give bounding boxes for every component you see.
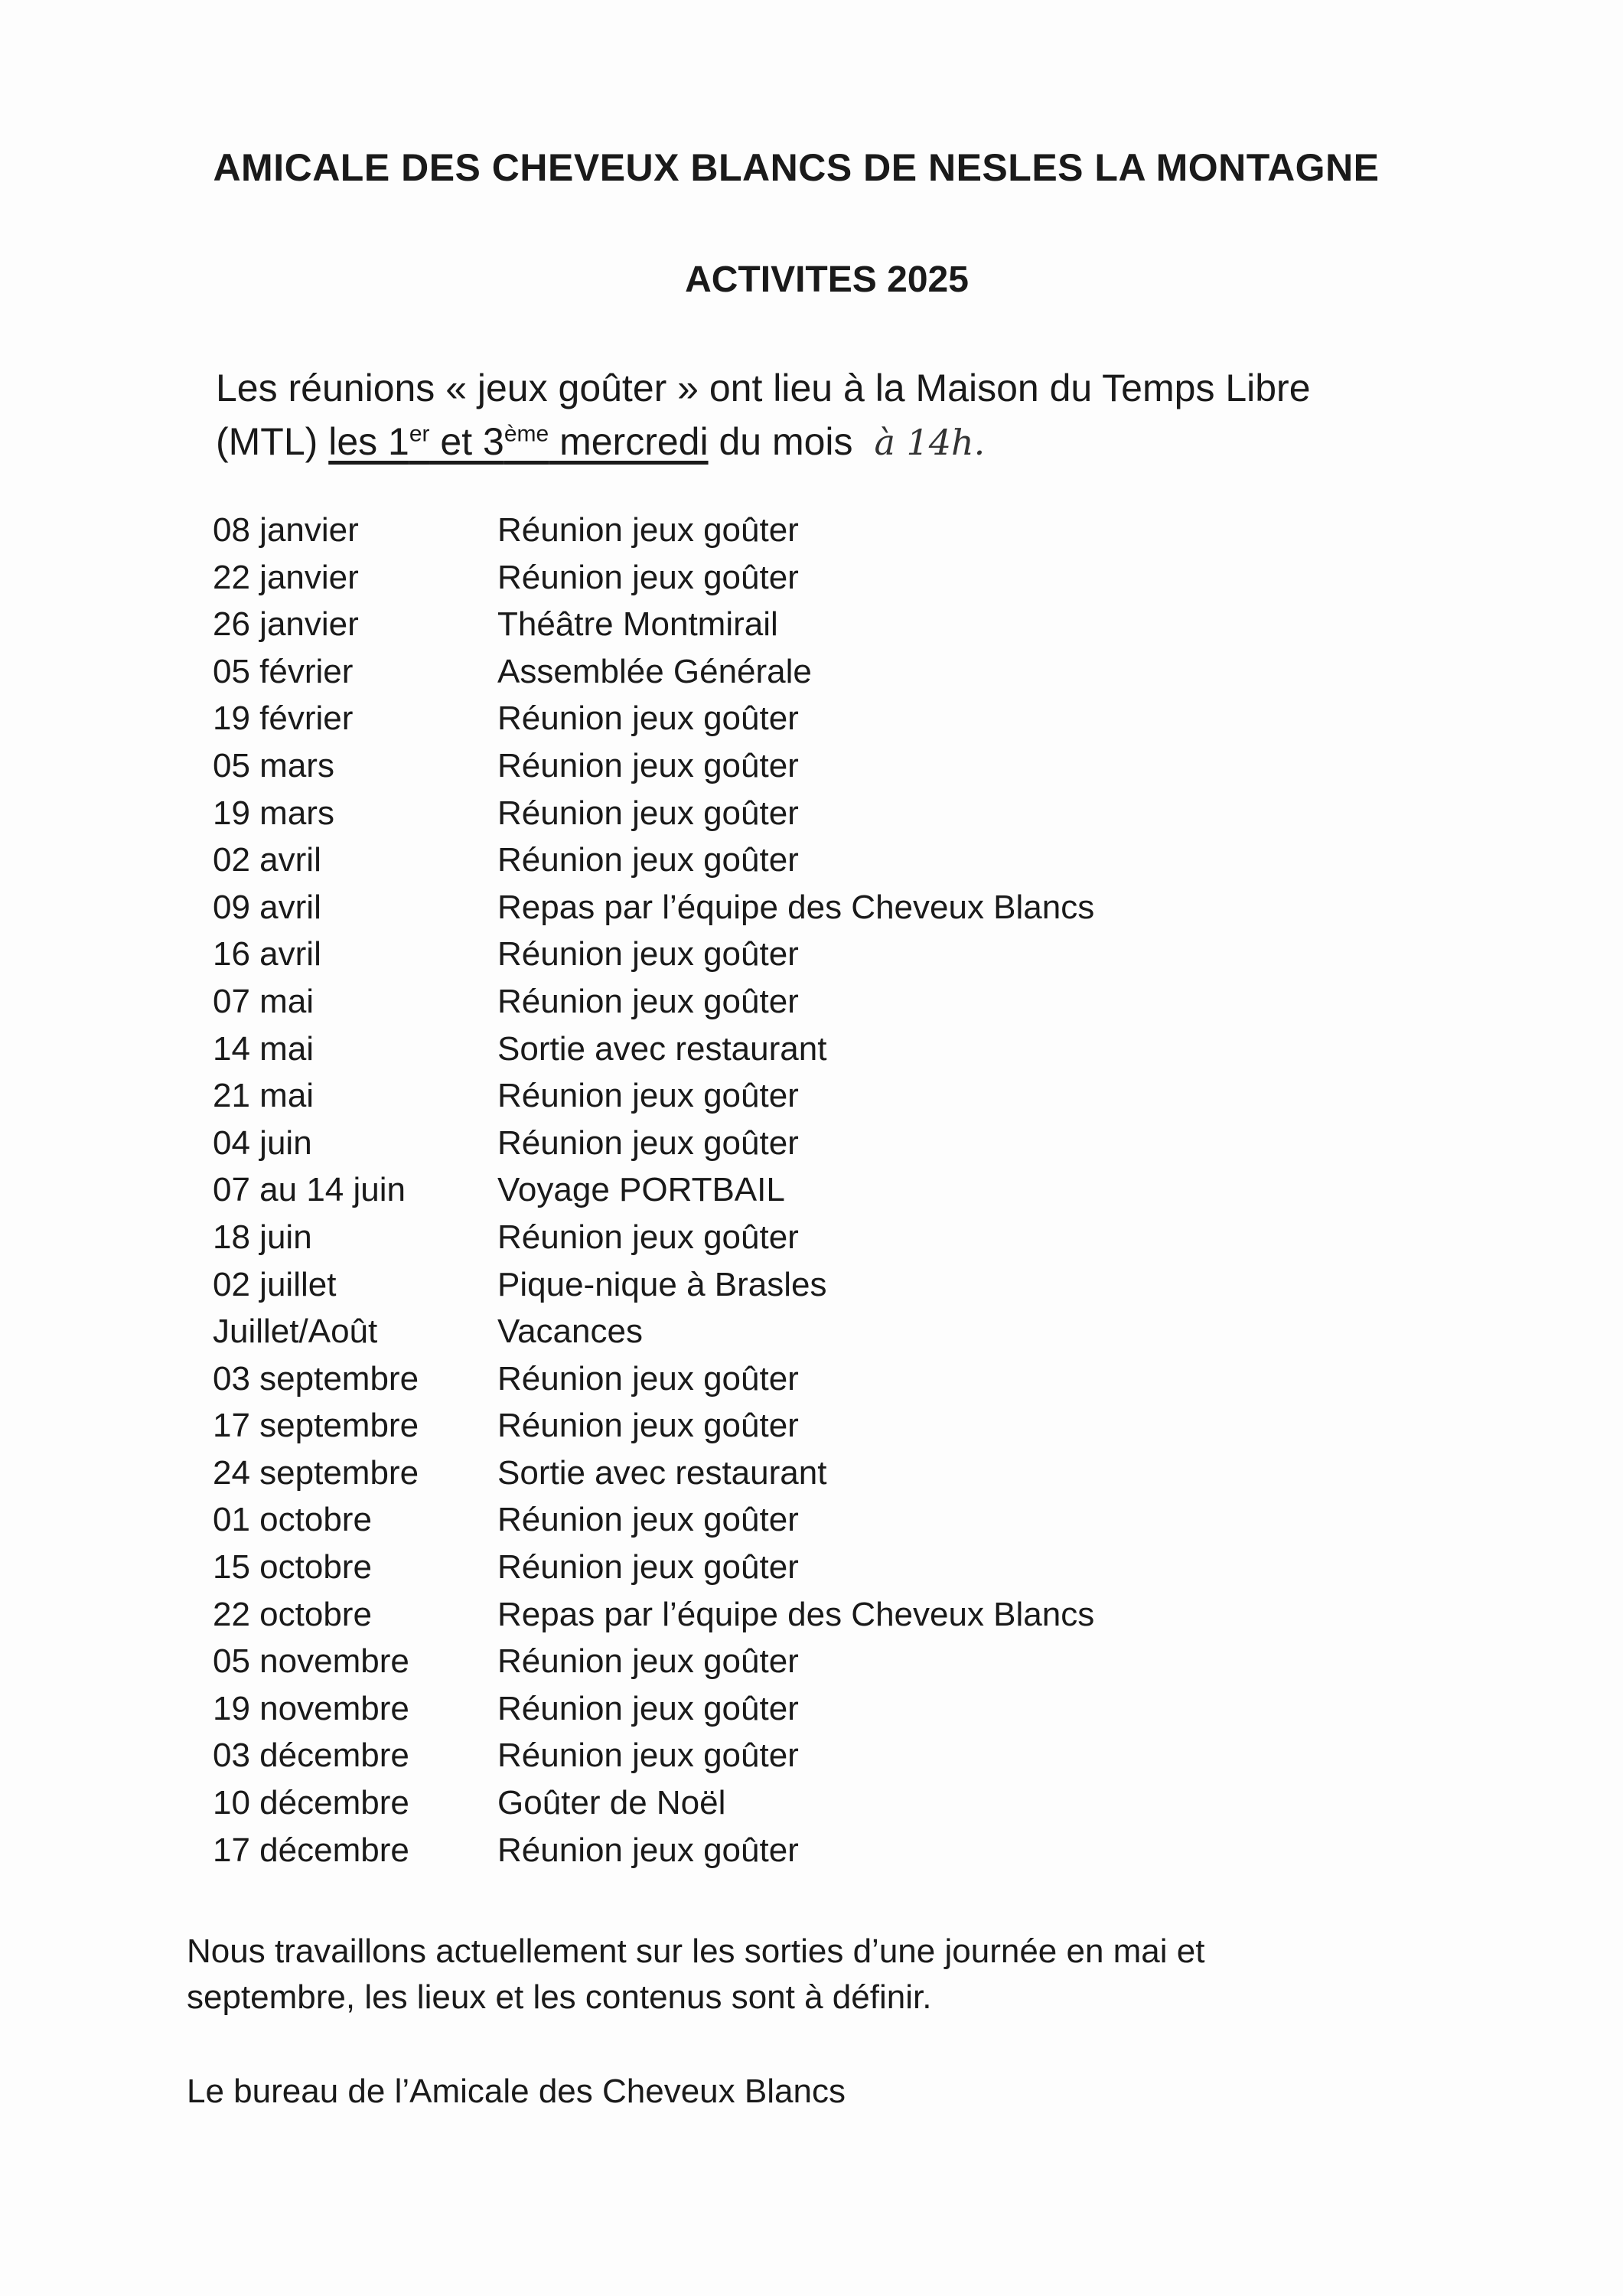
schedule-activity: Réunion jeux goûter <box>497 1359 799 1397</box>
schedule-activity: Réunion jeux goûter <box>497 700 799 738</box>
schedule-activity: Goûter de Noël <box>497 1784 726 1822</box>
schedule-activity: Réunion jeux goûter <box>497 982 799 1020</box>
schedule-row <box>191 511 1416 559</box>
schedule-date: 07 au 14 juin <box>213 1171 406 1209</box>
schedule-row <box>191 1454 1416 1502</box>
schedule-date: 17 décembre <box>213 1831 409 1869</box>
document-subtitle <box>0 259 1623 301</box>
schedule-activity: Théâtre Montmirail <box>497 605 778 644</box>
schedule-date: 18 juin <box>213 1218 312 1256</box>
schedule-row <box>191 1266 1416 1313</box>
footer-note-line-2: septembre, les lieux et les contenus sont à définir. <box>187 1978 932 2016</box>
schedule-row <box>191 1030 1416 1078</box>
schedule-activity: Réunion jeux goûter <box>497 511 799 549</box>
schedule-date: 01 octobre <box>213 1501 372 1539</box>
intro-sup-er: er <box>409 421 430 447</box>
schedule-list <box>191 511 1416 1878</box>
schedule-date: 05 mars <box>213 746 334 784</box>
schedule-date: 19 mars <box>213 794 334 832</box>
schedule-date: 05 février <box>213 652 354 690</box>
schedule-row <box>191 1313 1416 1360</box>
schedule-activity: Sortie avec restaurant <box>497 1029 827 1068</box>
schedule-activity: Voyage PORTBAIL <box>497 1171 785 1209</box>
schedule-row <box>191 747 1416 794</box>
schedule-date: 05 novembre <box>213 1642 409 1681</box>
schedule-row <box>191 1124 1416 1172</box>
schedule-date: 16 avril <box>213 935 321 974</box>
schedule-row <box>191 1596 1416 1643</box>
schedule-activity: Réunion jeux goûter <box>497 794 799 832</box>
schedule-date: 21 mai <box>213 1077 314 1115</box>
signature: Le bureau de l’Amicale des Cheveux Blancs <box>187 2073 846 2110</box>
document-subtitle-text: ACTIVITES 2025 <box>685 259 969 300</box>
intro-et3: et 3 <box>429 420 504 463</box>
schedule-activity: Réunion jeux goûter <box>497 1407 799 1445</box>
schedule-activity: Repas par l’équipe des Cheveux Blancs <box>497 888 1095 926</box>
schedule-date: 22 octobre <box>213 1595 372 1633</box>
schedule-row <box>191 1548 1416 1596</box>
schedule-date: 26 janvier <box>213 605 359 644</box>
intro-line-2 <box>216 415 1440 469</box>
schedule-row <box>191 1784 1416 1831</box>
schedule-date: 19 novembre <box>213 1689 409 1727</box>
schedule-activity: Pique-nique à Brasles <box>497 1265 827 1303</box>
schedule-row <box>191 1171 1416 1218</box>
schedule-activity: Réunion jeux goûter <box>497 1831 799 1869</box>
schedule-date: 03 septembre <box>213 1359 419 1397</box>
schedule-row <box>191 1218 1416 1266</box>
schedule-activity: Réunion jeux goûter <box>497 1548 799 1587</box>
schedule-row <box>191 841 1416 889</box>
schedule-date: 03 décembre <box>213 1737 409 1775</box>
schedule-row <box>191 1360 1416 1407</box>
schedule-date: 09 avril <box>213 888 321 926</box>
schedule-activity: Réunion jeux goûter <box>497 558 799 596</box>
footer-note <box>187 1929 1411 2020</box>
schedule-row <box>191 983 1416 1030</box>
schedule-date: Juillet/Août <box>213 1313 378 1351</box>
schedule-row <box>191 559 1416 606</box>
schedule-row <box>191 605 1416 653</box>
schedule-date: 08 janvier <box>213 511 359 549</box>
intro-les: les 1 <box>328 420 409 463</box>
schedule-activity: Sortie avec restaurant <box>497 1453 827 1492</box>
schedule-activity: Réunion jeux goûter <box>497 1124 799 1162</box>
schedule-date: 17 septembre <box>213 1407 419 1445</box>
document-title-text: AMICALE DES CHEVEUX BLANCS DE NESLES LA MONTAGNE <box>213 146 1380 189</box>
schedule-row <box>191 1642 1416 1690</box>
document-title <box>0 145 1623 190</box>
schedule-activity: Réunion jeux goûter <box>497 935 799 974</box>
schedule-row <box>191 1407 1416 1454</box>
handwritten-note: à 14h. <box>874 422 986 463</box>
intro-paragraph <box>216 361 1440 469</box>
schedule-row <box>191 935 1416 983</box>
schedule-date: 02 avril <box>213 841 321 879</box>
schedule-row <box>191 1501 1416 1548</box>
schedule-row <box>191 1831 1416 1879</box>
schedule-activity: Réunion jeux goûter <box>497 1642 799 1681</box>
schedule-activity: Réunion jeux goûter <box>497 1689 799 1727</box>
schedule-activity: Réunion jeux goûter <box>497 841 799 879</box>
schedule-row <box>191 700 1416 747</box>
schedule-row <box>191 889 1416 936</box>
schedule-activity: Repas par l’équipe des Cheveux Blancs <box>497 1595 1095 1633</box>
schedule-row <box>191 653 1416 700</box>
intro-mercredi: mercredi <box>549 420 709 463</box>
schedule-date: 22 janvier <box>213 558 359 596</box>
schedule-date: 04 juin <box>213 1124 312 1162</box>
intro-rest: du mois <box>708 420 853 463</box>
schedule-date: 14 mai <box>213 1029 314 1068</box>
schedule-row <box>191 794 1416 842</box>
intro-line-1: Les réunions « jeux goûter » ont lieu à la Maison du Temps Libre <box>216 367 1311 409</box>
schedule-date: 24 septembre <box>213 1453 419 1492</box>
schedule-date: 19 février <box>213 700 354 738</box>
schedule-row <box>191 1737 1416 1784</box>
schedule-activity: Réunion jeux goûter <box>497 1077 799 1115</box>
schedule-activity: Vacances <box>497 1313 643 1351</box>
schedule-activity: Réunion jeux goûter <box>497 1218 799 1256</box>
schedule-date: 15 octobre <box>213 1548 372 1587</box>
schedule-row <box>191 1077 1416 1124</box>
intro-underlined-schedule <box>328 420 708 463</box>
footer-note-line-1: Nous travaillons actuellement sur les sorties d’une journée en mai et <box>187 1932 1205 1970</box>
schedule-activity: Réunion jeux goûter <box>497 1501 799 1539</box>
schedule-date: 02 juillet <box>213 1265 337 1303</box>
schedule-activity: Assemblée Générale <box>497 652 812 690</box>
schedule-row <box>191 1690 1416 1737</box>
intro-mtl: (MTL) <box>216 420 318 463</box>
schedule-date: 07 mai <box>213 982 314 1020</box>
schedule-activity: Réunion jeux goûter <box>497 746 799 784</box>
intro-sup-eme: ème <box>504 421 549 447</box>
schedule-date: 10 décembre <box>213 1784 409 1822</box>
schedule-activity: Réunion jeux goûter <box>497 1737 799 1775</box>
